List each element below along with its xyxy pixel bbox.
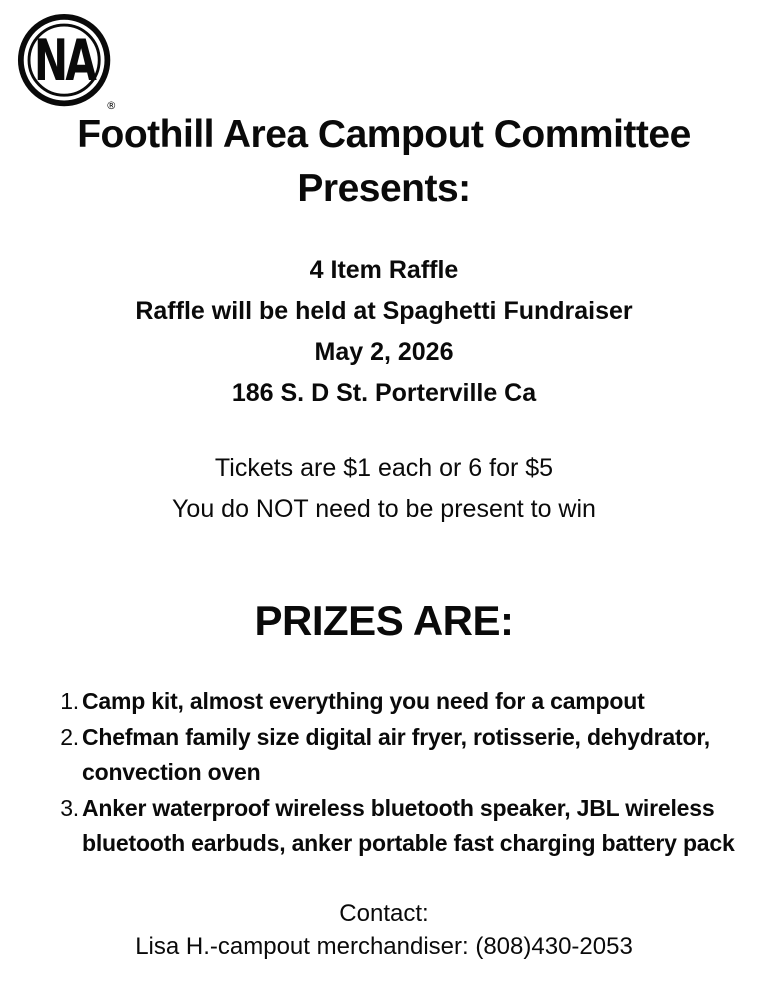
flyer-title xyxy=(0,108,768,216)
prize-number: 2. xyxy=(60,723,79,750)
event-date: May 2, 2026 xyxy=(314,338,454,366)
event-address: 186 S. D St. Porterville Ca xyxy=(231,379,537,407)
flyer-title-line2: Presents: xyxy=(297,167,471,210)
prize-item-2 xyxy=(52,720,742,791)
contact-label: Contact: xyxy=(339,900,429,927)
prize-number: 1. xyxy=(60,688,79,714)
na-logo-letters: NA xyxy=(33,26,95,94)
contact-line: Lisa H.-campout merchandiser: (808)430-2053 xyxy=(135,933,633,960)
prizes-heading: PRIZES ARE: xyxy=(254,597,514,644)
flyer-title-line1: Foothill Area Campout Committee xyxy=(77,113,691,156)
contact-section xyxy=(0,897,768,963)
event-location-note: Raffle will be held at Spaghetti Fundraiser xyxy=(135,297,633,325)
prize-number: 3. xyxy=(60,794,79,821)
prize-text: Camp kit, almost everything you need for a campout xyxy=(82,688,645,714)
registered-trademark-symbol: ® xyxy=(105,100,117,113)
event-raffle-type: 4 Item Raffle xyxy=(309,256,459,284)
ticket-info xyxy=(0,448,768,530)
prize-text: Chefman family size digital air fryer, rotisserie, dehydrator, convection oven xyxy=(82,723,710,785)
ticket-price-line: Tickets are $1 each or 6 for $5 xyxy=(214,454,554,482)
na-logo-icon xyxy=(17,13,117,113)
event-details xyxy=(0,250,768,414)
prize-item-1 xyxy=(52,684,742,720)
ticket-presence-line: You do NOT need to be present to win xyxy=(172,495,596,523)
prize-item-3 xyxy=(52,791,742,862)
prizes-list xyxy=(52,684,742,862)
prize-text: Anker waterproof wireless bluetooth speaker, JBL wireless bluetooth earbuds, anker portable fast charging battery pack xyxy=(82,794,735,856)
